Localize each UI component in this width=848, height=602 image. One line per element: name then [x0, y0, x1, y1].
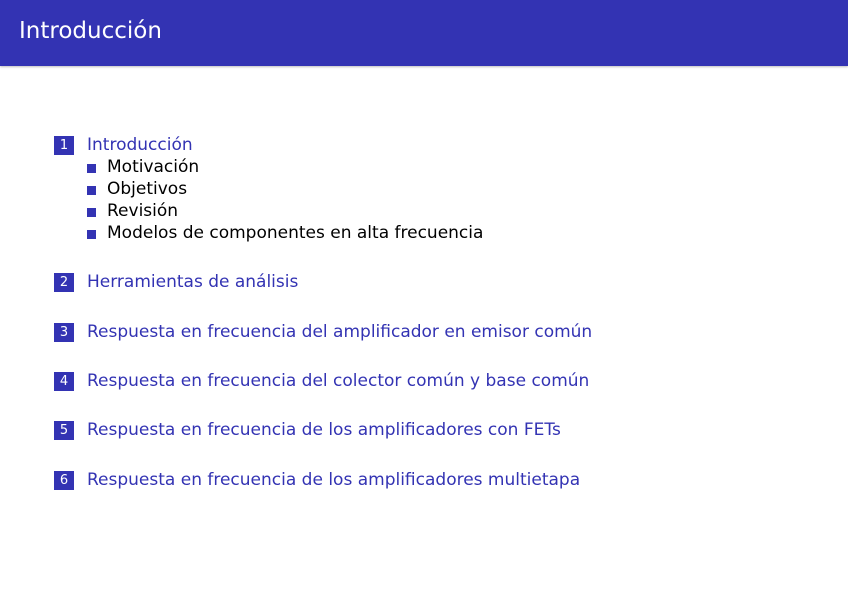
section-number-badge: 4 [54, 372, 74, 391]
section-title[interactable]: Herramientas de análisis [87, 272, 299, 292]
square-bullet-icon [87, 208, 96, 217]
section-number-badge: 6 [54, 471, 74, 490]
subsection-title[interactable]: Modelos de componentes en alta frecuencia [107, 223, 484, 243]
subsection-title[interactable]: Objetivos [107, 179, 188, 199]
square-bullet-icon [87, 164, 96, 173]
section-title[interactable]: Respuesta en frecuencia de los amplificadores multietapa [87, 470, 581, 490]
section-number-badge: 2 [54, 273, 74, 292]
section-title[interactable]: Introducción [87, 135, 193, 155]
section-title[interactable]: Respuesta en frecuencia del colector común y base común [87, 371, 590, 391]
section-title[interactable]: Respuesta en frecuencia del amplificador en emisor común [87, 322, 593, 342]
section-number-badge: 5 [54, 421, 74, 440]
section-number-badge: 3 [54, 323, 74, 342]
section-title[interactable]: Respuesta en frecuencia de los amplificadores con FETs [87, 420, 561, 440]
slide-title: Introducción [19, 18, 162, 44]
subsection-title[interactable]: Revisión [107, 201, 179, 221]
section-number-badge: 1 [54, 136, 74, 155]
subsection-title[interactable]: Motivación [107, 157, 200, 177]
square-bullet-icon [87, 230, 96, 239]
square-bullet-icon [87, 186, 96, 195]
